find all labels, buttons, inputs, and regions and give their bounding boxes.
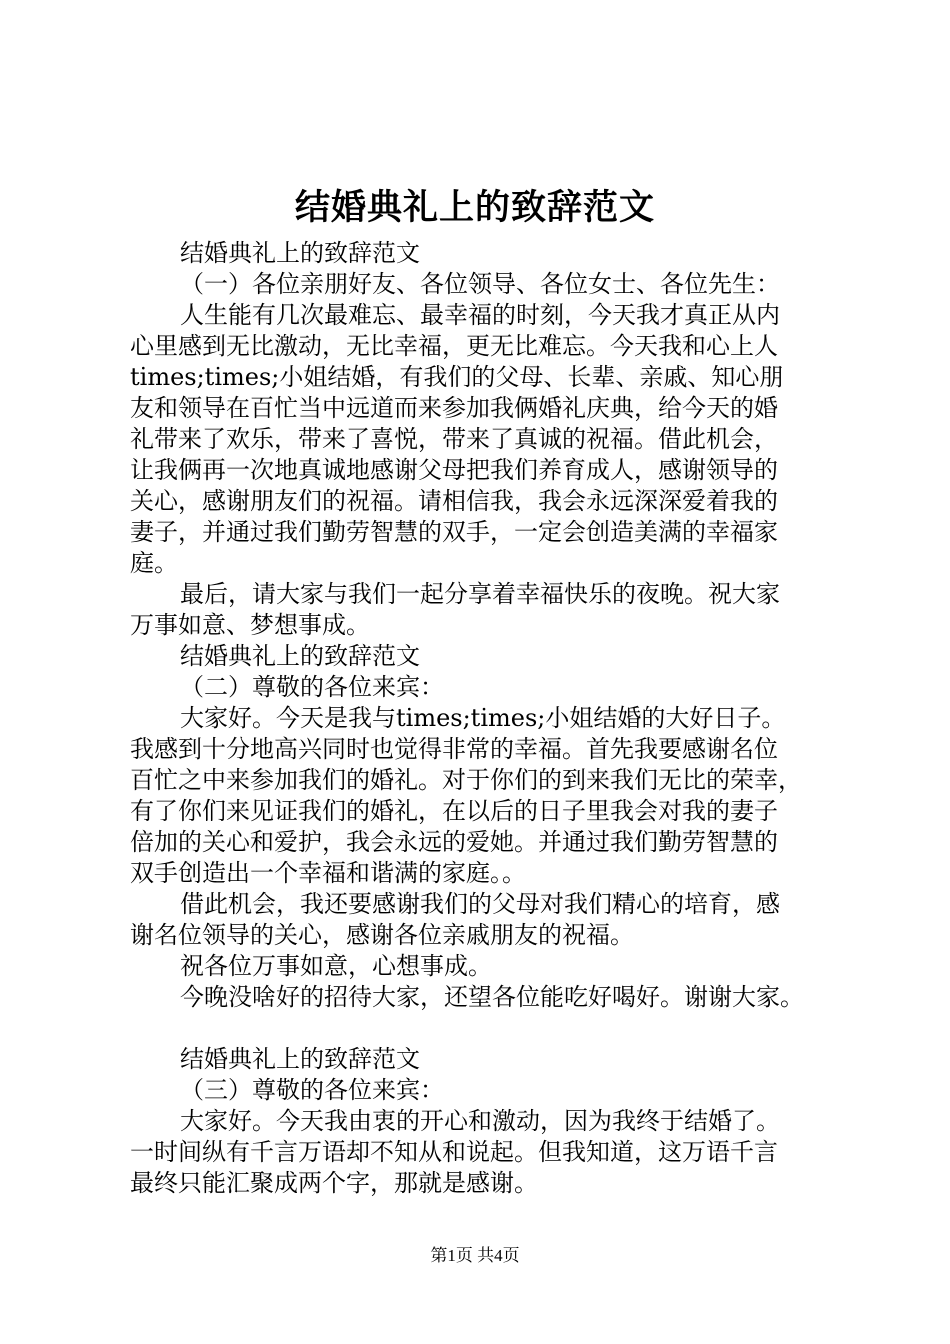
text-line: 让我俩再一次地真诚地感谢父母把我们养育成人，感谢领导的 [130, 456, 778, 484]
text-line: 万事如意、梦想事成。 [130, 611, 370, 639]
text-line: 人生能有几次最难忘、最幸福的时刻，今天我才真正从内 [180, 301, 780, 329]
text-line: 倍加的关心和爱护，我会永远的爱她。并通过我们勤劳智慧的 [130, 828, 778, 856]
text-line: 结婚典礼上的致辞范文 [180, 1045, 420, 1073]
text-line [130, 1013, 830, 1044]
document-title: 结婚典礼上的致辞范文 [294, 187, 655, 228]
text-line: （三）尊敬的各位来宾： [180, 1076, 444, 1104]
text-line: 祝各位万事如意，心想事成。 [180, 952, 492, 980]
text-line: 谢名位领导的关心，感谢各位亲戚朋友的祝福。 [130, 921, 634, 949]
text-line: 心里感到无比激动，无比幸福，更无比难忘。今天我和心上人 [130, 332, 778, 360]
text-line: 百忙之中来参加我们的婚礼。对于你们的到来我们无比的荣幸， [130, 766, 802, 794]
text-line: 最终只能汇聚成两个字，那就是感谢。 [130, 1169, 538, 1197]
text-line: 有了你们来见证我们的婚礼，在以后的日子里我会对我的妻子 [130, 797, 778, 825]
text-line: 大家好。今天是我与times;times;小姐结婚的大好日子。 [180, 704, 786, 732]
text-line: 妻子，并通过我们勤劳智慧的双手，一定会创造美满的幸福家 [130, 518, 778, 546]
text-line: 大家好。今天我由衷的开心和激动，因为我终于结婚了。 [180, 1107, 780, 1135]
text-line: 礼带来了欢乐，带来了喜悦，带来了真诚的祝福。借此机会， [130, 425, 778, 453]
text-line: 今晚没啥好的招待大家，还望各位能吃好喝好。谢谢大家。 [180, 983, 804, 1011]
text-line: 最后，请大家与我们一起分享着幸福快乐的夜晚。祝大家 [180, 580, 780, 608]
text-line: 一时间纵有千言万语却不知从和说起。但我知道，这万语千言 [130, 1138, 778, 1166]
text-line: （二）尊敬的各位来宾： [180, 673, 444, 701]
text-line: 双手创造出一个幸福和谐满的家庭。。 [130, 859, 526, 887]
text-line: times;times;小姐结婚，有我们的父母、长辈、亲戚、知心朋 [130, 363, 784, 391]
document-body [130, 238, 830, 1199]
text-line: （一）各位亲朋好友、各位领导、各位女士、各位先生： [180, 270, 780, 298]
text-line: 借此机会，我还要感谢我们的父母对我们精心的培育，感 [180, 890, 780, 918]
text-line: 关心，感谢朋友们的祝福。请相信我，我会永远深深爱着我的 [130, 487, 778, 515]
text-line: 友和领导在百忙当中远道而来参加我俩婚礼庆典，给今天的婚 [130, 394, 778, 422]
text-line: 结婚典礼上的致辞范文 [180, 239, 420, 267]
text-line: 我感到十分地高兴同时也觉得非常的幸福。首先我要感谢名位 [130, 735, 778, 763]
text-line: 结婚典礼上的致辞范文 [180, 642, 420, 670]
text-line: 庭。 [130, 549, 178, 577]
page-footer: 第1页 共4页 [430, 1246, 520, 1265]
